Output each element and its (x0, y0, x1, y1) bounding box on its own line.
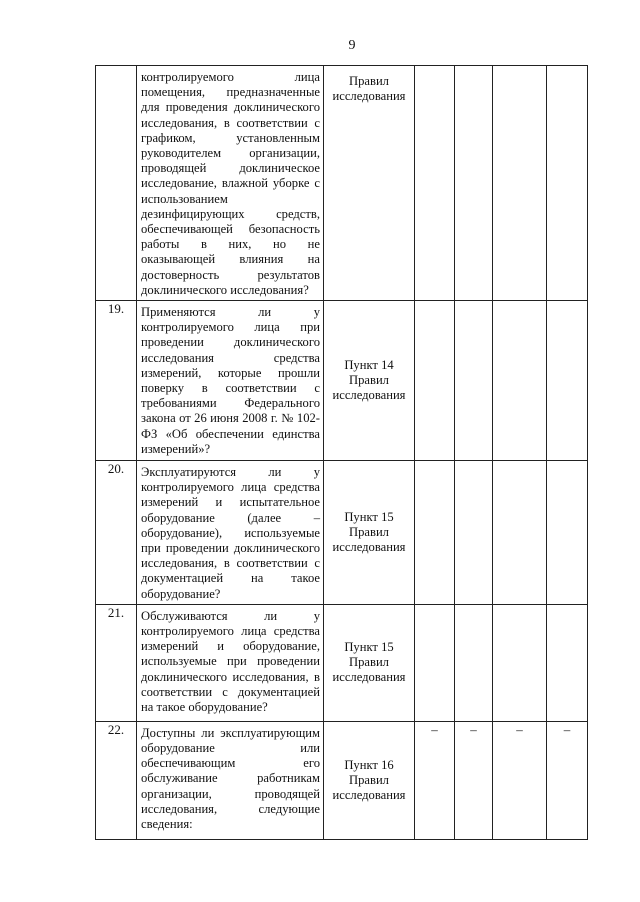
question-text: Применяются ли у контролируемого лица при проведении доклинического исследования средства измерений, которые прошли поверку в соответствии с требованиями Федерального закона от 26 июня 2008 г. № 102-ФЗ «Об обеспечении единства измерений»? (137, 301, 324, 461)
reference-text: Правил исследования (324, 66, 415, 301)
row-number (96, 66, 137, 301)
page-number: 9 (348, 38, 356, 53)
answer-na-cell: – (493, 721, 547, 839)
answer-note-cell (547, 461, 588, 605)
table-row (96, 721, 588, 839)
answer-na-cell (493, 461, 547, 605)
reference-text: Пункт 14 Правил исследования (324, 301, 415, 461)
row-number: 21. (96, 604, 137, 721)
answer-na-cell (493, 301, 547, 461)
row-number: 22. (96, 721, 137, 839)
question-text: Эксплуатируются ли у контролируемого лица средства измерений и испытательное оборудование (далее – оборудование), используемые при проведении доклинического исследования, в соответствии с документацией на такое оборудование? (137, 461, 324, 605)
reference-text: Пункт 15 Правил исследования (324, 461, 415, 605)
answer-yes-cell (415, 461, 455, 605)
table-row (96, 66, 588, 301)
reference-text: Пункт 15 Правил исследования (324, 604, 415, 721)
table-row (96, 461, 588, 605)
answer-yes-cell: – (415, 721, 455, 839)
table-row (96, 301, 588, 461)
answer-yes-cell (415, 66, 455, 301)
answer-no-cell (455, 461, 493, 605)
answer-na-cell (493, 66, 547, 301)
answer-note-cell (547, 301, 588, 461)
reference-text: Пункт 16 Правил исследования (324, 721, 415, 839)
checklist-table (95, 65, 588, 840)
table-row (96, 604, 588, 721)
answer-yes-cell (415, 604, 455, 721)
answer-note-cell (547, 66, 588, 301)
question-text: Доступны ли эксплуатирующим оборудование или обеспечивающим его обслуживание работникам организации, проводящей исследования, следующие сведения: (137, 721, 324, 839)
answer-no-cell: – (455, 721, 493, 839)
question-text: контролируемого лица помещения, предназначенные для проведения доклинического исследования, в соответствии с графиком, установленным руководителем организации, проводящей доклиническое исследование, влажной уборке с использованием дезинфицирующих средств, обеспечивающей безопасность работы в них, но не оказывающей влияния на достоверность результатов доклинического исследования? (137, 66, 324, 301)
answer-no-cell (455, 66, 493, 301)
answer-note-cell: – (547, 721, 588, 839)
row-number: 20. (96, 461, 137, 605)
question-text: Обслуживаются ли у контролируемого лица средства измерений и оборудование, используемые при проведении доклинического исследования, в соответствии с документацией на такое оборудование? (137, 604, 324, 721)
answer-yes-cell (415, 301, 455, 461)
row-number: 19. (96, 301, 137, 461)
answer-note-cell (547, 604, 588, 721)
answer-no-cell (455, 301, 493, 461)
answer-na-cell (493, 604, 547, 721)
answer-no-cell (455, 604, 493, 721)
